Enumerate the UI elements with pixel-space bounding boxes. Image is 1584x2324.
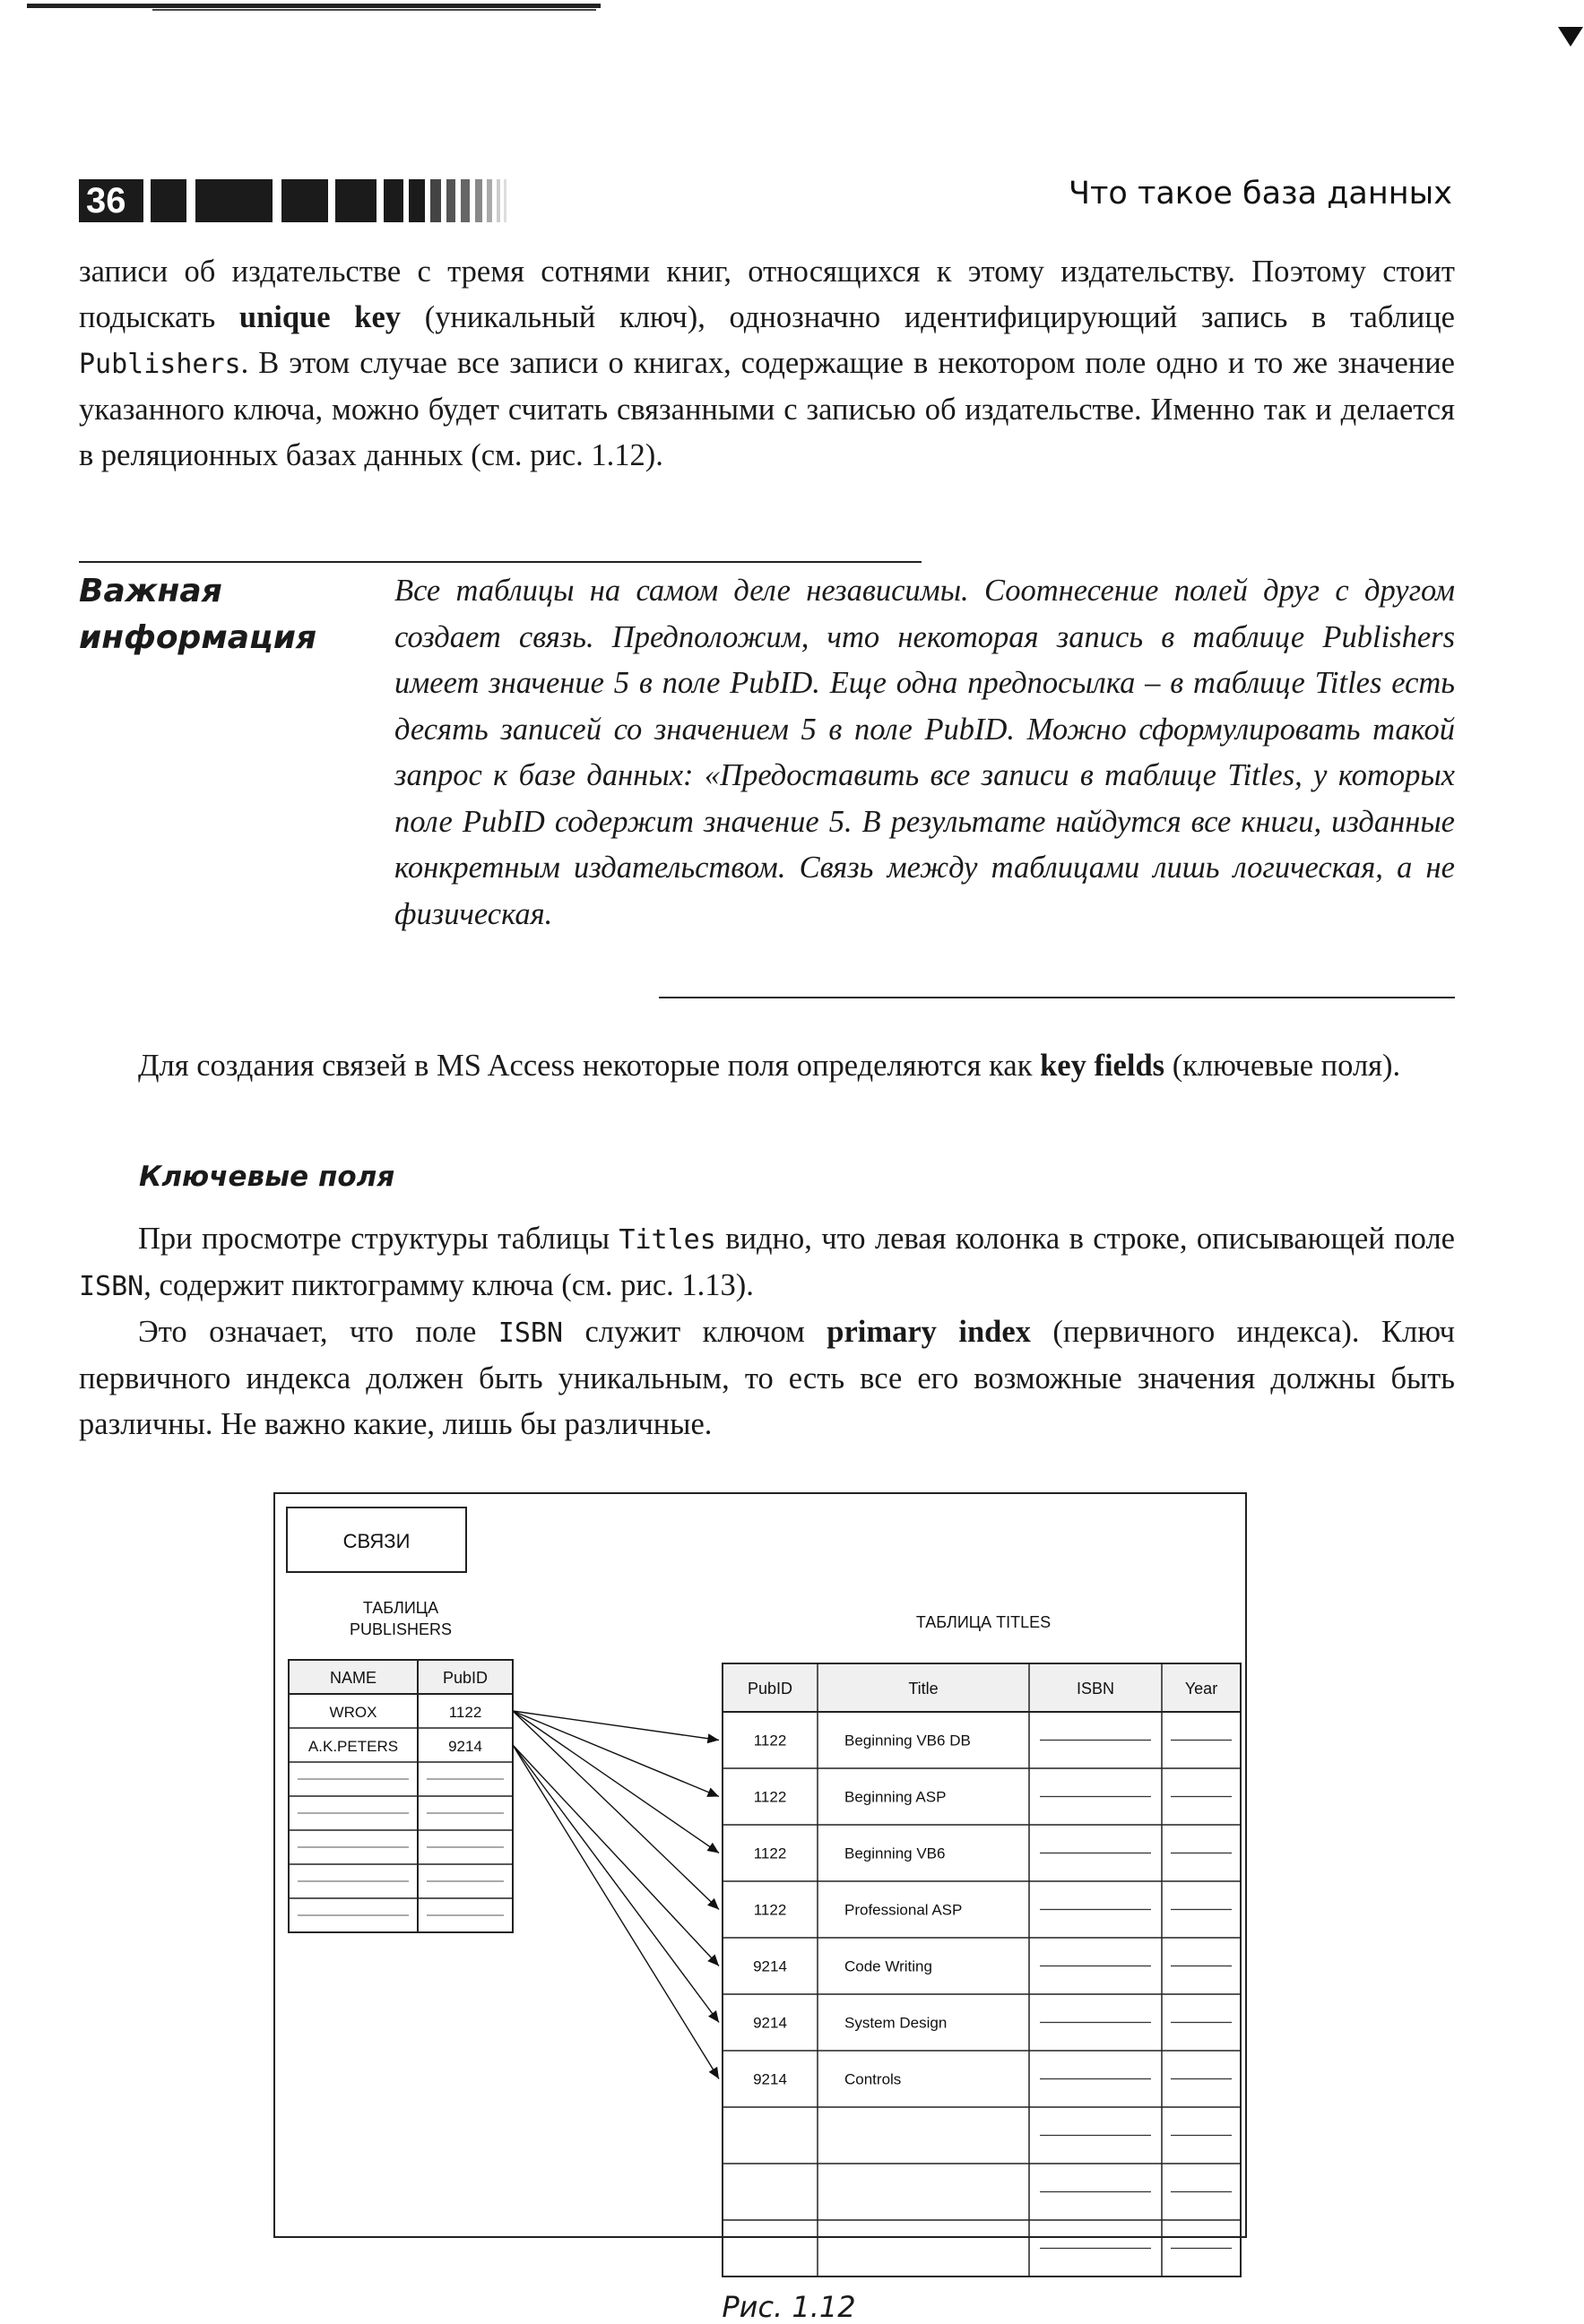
publishers-header-cell: NAME	[329, 1669, 377, 1687]
titles-pubid-cell: 1122	[753, 1732, 787, 1749]
text-run: служит ключом	[563, 1315, 827, 1349]
titles-title-cell: Code Writing	[844, 1957, 932, 1975]
page-number: 36	[79, 179, 143, 222]
note-label-line: информация	[79, 619, 317, 656]
relation-arrow	[513, 1745, 719, 2079]
titles-pubid-cell: 9214	[753, 1957, 787, 1975]
titles-header-cell: ISBN	[1076, 1680, 1115, 1698]
publishers-label-line2: PUBLISHERS	[349, 1620, 453, 1638]
text-run: При просмотре структуры таблицы	[138, 1222, 619, 1256]
titles-pubid-cell: 9214	[753, 2070, 787, 2088]
relation-arrow	[513, 1745, 719, 1966]
publishers-pubid-cell: 1122	[448, 1704, 482, 1721]
titles-label: ТАБЛИЦА TITLES	[915, 1613, 1052, 1631]
titles-pubid-cell: 1122	[753, 1788, 787, 1806]
relation-arrow	[513, 1745, 719, 2023]
titles-border	[723, 1663, 1241, 2276]
titles-title-cell: Controls	[844, 2070, 902, 2088]
text-run: Это означает, что поле	[138, 1315, 498, 1349]
text-run: (ключевые поля).	[1164, 1049, 1401, 1083]
running-title: Что такое база данных	[1069, 176, 1452, 212]
figure-caption: Рис. 1.12	[722, 2290, 856, 2324]
relation-arrow	[513, 1711, 719, 1741]
text-run: записи об издательстве с тремя сотнями книг, относящихся к этому издательству. Поэтому стоит подыскать	[79, 255, 1455, 334]
code-term: Publishers	[79, 349, 241, 380]
title-box-label: СВЯЗИ	[342, 1530, 411, 1552]
publishers-table	[289, 1660, 513, 1932]
text-run: , содержит пиктограмму ключа (см. рис. 1.13).	[143, 1268, 754, 1302]
text-run: (уникальный ключ), однозначно идентифицирующий запись в таблице	[401, 300, 1455, 334]
titles-title-cell: Beginning VB6 DB	[844, 1732, 971, 1749]
note-label-line: Важная	[79, 573, 222, 609]
titles-pubid-cell: 1122	[753, 1845, 787, 1862]
relation-arrow	[513, 1711, 719, 1797]
titles-header-bg	[723, 1663, 1241, 1712]
publishers-name-cell: A.K.PETERS	[307, 1738, 399, 1755]
code-term: Titles	[619, 1224, 716, 1256]
code-term: ISBN	[79, 1271, 144, 1302]
bold-term: primary index	[827, 1315, 1031, 1349]
titles-header-cell: Year	[1184, 1680, 1218, 1698]
titles-table	[723, 1663, 1241, 2276]
bold-term: unique key	[238, 300, 402, 334]
text-run: . В этом случае все записи о книгах, содержащие в некотором поле одно и то же значение указанного ключа, можно будет считать связанными с записью об издательстве. Именно так и делается в реляционных базах данных (см. рис. 1.12).	[79, 346, 1455, 472]
bold-term: key fields	[1040, 1049, 1165, 1083]
publishers-label-line1: ТАБЛИЦА	[362, 1599, 439, 1617]
note-text: Все таблицы на самом деле независимы. Соотнесение полей друг с другом создает связь. Предположим, что некоторая запись в таблице Publishers имеет значение 5 в поле PubID. Еще одна предпосылка – в таблице Titles есть десять записей со значением 5 в поле PubID. Можно сформулировать такой запрос к базе данных: «Предоставить все записи в таблице Titles, у которых поле PubID содержит значение 5. В результате найдутся все книги, изданные конкретным издательством. Связь между таблицами лишь логическая, а не физическая.	[394, 574, 1455, 931]
publishers-name-cell: WROX	[329, 1704, 377, 1721]
titles-header-cell: PubID	[747, 1680, 793, 1698]
titles-header-cell: Title	[908, 1680, 939, 1698]
titles-title-cell: Professional ASP	[844, 1901, 963, 1919]
publishers-header-cell: PubID	[442, 1669, 489, 1687]
publishers-pubid-cell: 9214	[448, 1738, 482, 1755]
titles-title-cell: Beginning ASP	[844, 1788, 947, 1806]
titles-title-cell: System Design	[844, 2014, 948, 2032]
titles-pubid-cell: 9214	[753, 2014, 787, 2032]
text-run: Для создания связей в MS Access некоторые поля определяются как	[138, 1049, 1041, 1083]
titles-pubid-cell: 1122	[753, 1901, 787, 1919]
relation-arrow	[513, 1711, 719, 1853]
titles-title-cell: Beginning VB6	[844, 1845, 946, 1862]
relation-arrows	[513, 1711, 719, 2079]
text-run: (первичного индекса). Ключ первичного индекса должен быть уникальным, то есть все его возможные значения должны быть различны. Не важно какие, лишь бы различные.	[79, 1315, 1456, 1441]
relation-arrow	[513, 1711, 719, 1910]
text-run: видно, что левая колонка в строке, описывающей поле	[715, 1222, 1455, 1256]
subheading: Ключевые поля	[139, 1161, 395, 1193]
code-term: ISBN	[498, 1318, 564, 1349]
